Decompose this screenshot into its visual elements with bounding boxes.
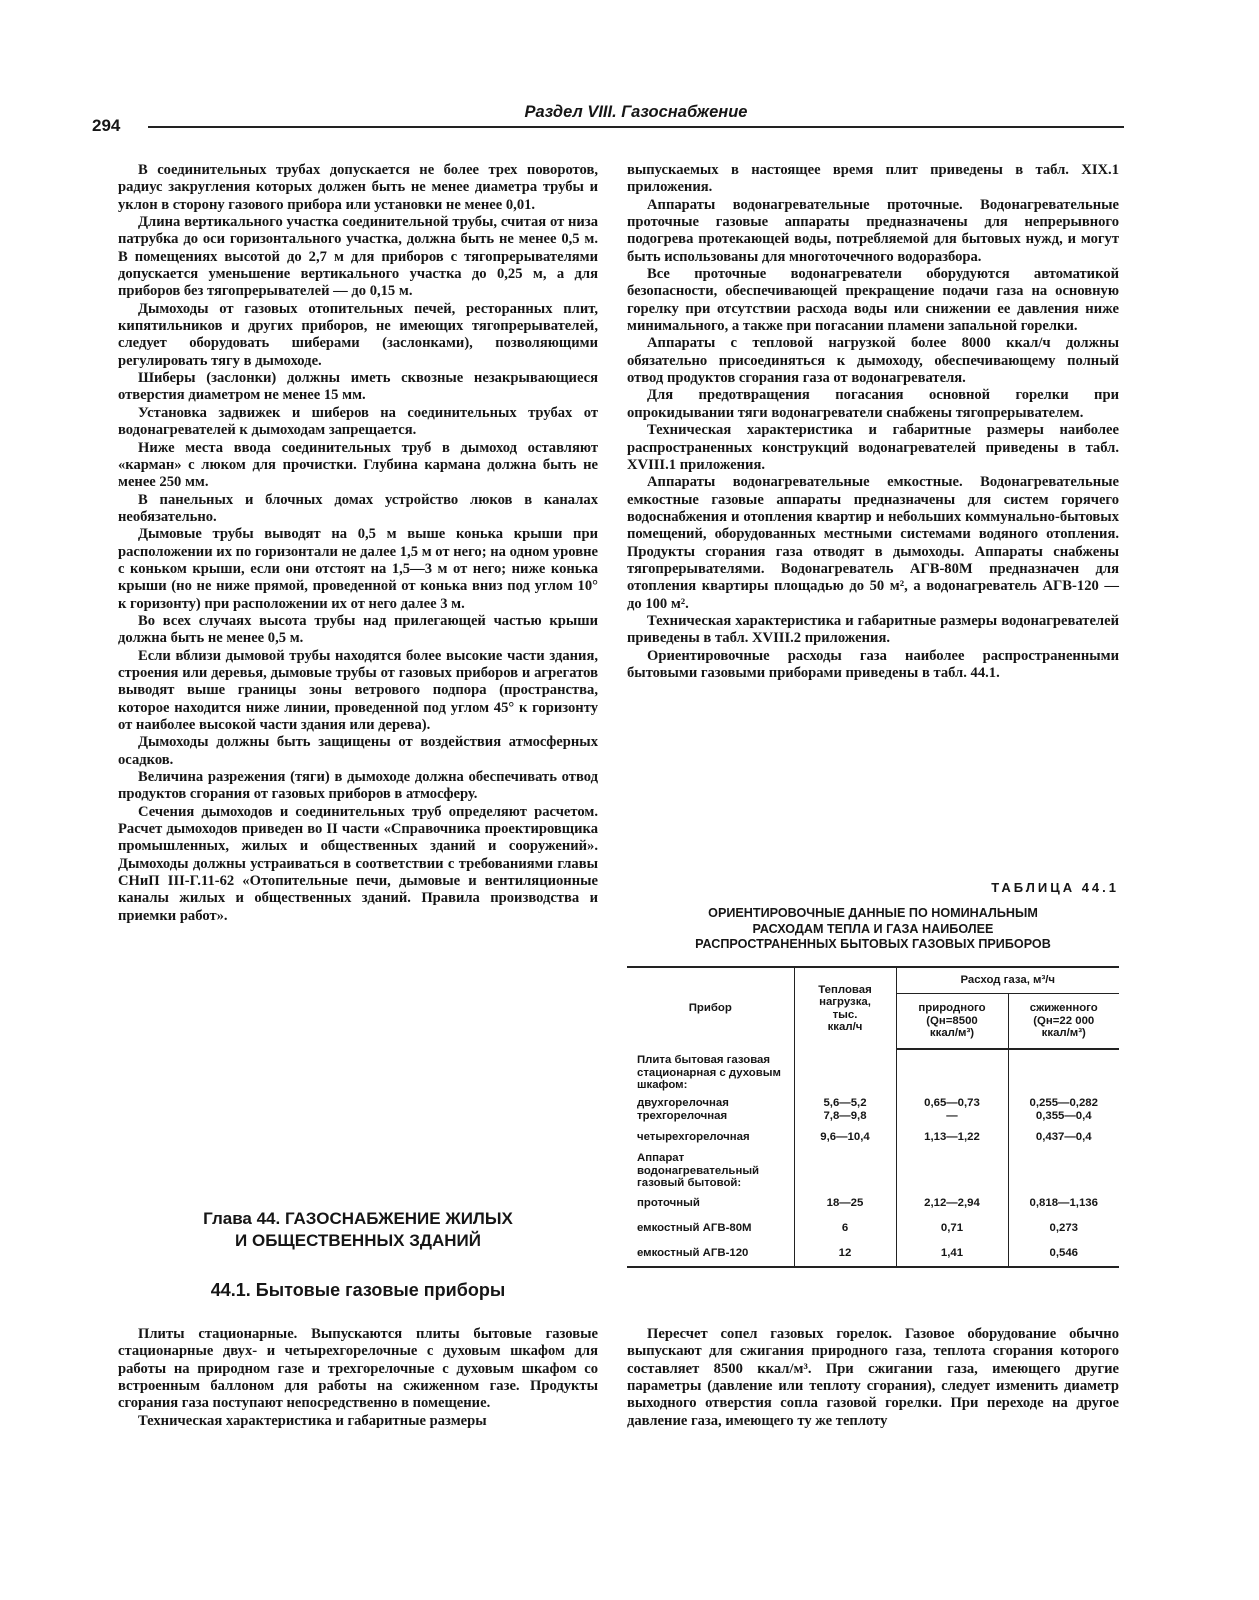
left-column-bottom — [118, 1326, 598, 1430]
right-column-bottom — [627, 1326, 1119, 1430]
paragraph: Пересчет сопел газовых горелок. Газовое оборудование обычно выпускают для сжигания природного газа, теплота сгорания которого составляет 8500 ккал/м³. При сжигании газа, имеющего другие параметры (давление или теплоту сгорания), следует изменить диаметр выходного отверстия сопла газовой горелки. При переходе на другое давление газа, имеющего ту же теплоту — [627, 1326, 1119, 1429]
cell-device: проточный — [627, 1191, 794, 1215]
cell-natural: 1,13—1,22 — [896, 1123, 1008, 1151]
cell-device: емкостный АГВ-80М — [627, 1215, 794, 1241]
paragraph: Плиты стационарные. Выпускаются плиты бытовые газовые стационарные двух- и четырехгорелочные с духовым шкафом для работы на природном газе и трехгорелочные с духовым шкафом со встроенным баллоном для работы на сжиженном газе. Продукты сгорания газа поступают непосредственно в помещение. — [118, 1326, 598, 1412]
cell-liquefied: 0,818—1,136 — [1029, 1196, 1098, 1209]
table-title-line: ОРИЕНТИРОВОЧНЫЕ ДАННЫЕ ПО НОМИНАЛЬНЫМ — [708, 906, 1038, 920]
paragraph: Сечения дымоходов и соединительных труб определяют расчетом. Расчет дымоходов приведен во II части «Справочника проектировщика промышленных, жилых и общественных зданий и сооружений». Дымоходы должны устраиваться в соответствии с требованиями главы СНиП III-Г.11-62 «Отопительные печи, дымовые и вентиляционные каналы жилых и общественных зданий. Правила производства и приемки работ». — [118, 803, 598, 924]
left-column — [118, 162, 598, 925]
section-heading: 44.1. Бытовые газовые приборы — [210, 1280, 506, 1300]
paragraph: Аппараты с тепловой нагрузкой более 8000 ккал/ч должны обязательно присоединяться к дымоходу, обеспечивающему полный отвод продуктов сгорания газа от водонагревателя. — [627, 335, 1119, 387]
table-row — [627, 1123, 1119, 1151]
header-device: Прибор — [627, 967, 794, 1049]
cell-liquefied: 0,546 — [1008, 1241, 1119, 1267]
cell-heat: 6 — [794, 1215, 896, 1241]
cell-device: трехгорелочная — [627, 1110, 794, 1123]
paragraph: Аппараты водонагревательные емкостные. Водонагревательные емкостные газовые аппараты предназначены для систем горячего водоснабжения и отопления квартир и небольших коммунально-бытовых помещений, оборудованных местными системами водяного отопления. Продукты сгорания газа отводят в дымоходы. Аппараты снабжены тягопрерывателями. Водонагреватель АГВ-80М предназначен для отопления квартиры площадью до 50 м², а водонагреватель АГВ-120 — до 100 м². — [627, 474, 1119, 612]
cell-device: Аппарат водонагревательный газовый бытовой: — [627, 1151, 794, 1191]
cell-heat: 7,8—9,8 — [794, 1110, 896, 1123]
paragraph: Во всех случаях высота трубы над прилегающей частью крыши должна быть не менее 0,5 м. — [118, 612, 598, 647]
paragraph: Дымовые трубы выводят на 0,5 м выше конька крыши при расположении их по горизонтали не далее 1,5 м от него; на одном уровне с коньком крыши, если они отстоят на 1,5—3 м от него; ниже конька крыши (но не ниже прямой, проведенной от конька вниз под углом 10° к горизонту) при расположении их от него далее 3 м. — [118, 526, 598, 612]
table-row — [627, 1097, 1119, 1110]
cell-liquefied — [1008, 1049, 1119, 1097]
paragraph: Величина разрежения (тяги) в дымоходе должна обеспечивать отвод продуктов сгорания от газовых приборов в атмосферу. — [118, 769, 598, 803]
paragraph: Все проточные водонагреватели оборудуются автоматикой безопасности, обеспечивающей прекращение подачи газа на основную горелку при отсутствии расхода воды или снижении ее давления ниже минимального, а также при погасании пламени запальной горелки. — [627, 266, 1119, 335]
cell-heat: 5,6—5,2 — [794, 1097, 896, 1110]
cell-device: двухгорелочная — [627, 1097, 794, 1110]
table-title-line: РАСПРОСТРАНЕННЫХ БЫТОВЫХ ГАЗОВЫХ ПРИБОРОВ — [695, 937, 1051, 951]
chapter-title-line-1: Глава 44. ГАЗОСНАБЖЕНИЕ ЖИЛЫХ — [203, 1209, 513, 1228]
paragraph: Установка задвижек и шиберов на соединительных трубах от водонагревателей к дымоходам запрещается. — [118, 404, 598, 439]
cell-device: четырехгорелочная — [627, 1123, 794, 1151]
header-gas-consumption: Расход газа, м³/ч — [896, 967, 1119, 993]
header-rule — [148, 126, 1124, 128]
table-label: ТАБЛИЦА 44.1 — [991, 880, 1119, 895]
cell-natural: 2,12—2,94 — [896, 1191, 1008, 1215]
cell-natural: 0,65—0,73 — [896, 1097, 1008, 1110]
gas-consumption-table — [627, 966, 1119, 1268]
cell-heat: 18—25 — [794, 1191, 896, 1215]
cell-liquefied: 0,355—0,4 — [1035, 1110, 1092, 1123]
cell-heat — [794, 1049, 896, 1097]
table-title-line: РАСХОДАМ ТЕПЛА И ГАЗА НАИБОЛЕЕ — [752, 921, 994, 936]
table-row — [627, 1241, 1119, 1267]
chapter-heading — [118, 1208, 598, 1252]
table-row — [627, 1151, 1119, 1191]
cell-natural: — — [896, 1110, 1008, 1123]
table-row — [627, 1215, 1119, 1241]
cell-device: Плита бытовая газовая стационарная с духовым шкафом: — [627, 1049, 794, 1097]
paragraph: В соединительных трубах допускается не более трех поворотов, радиус закругления которых должен быть не менее диаметра трубы и уклон в сторону газового прибора или установки не менее 0,01. — [118, 162, 598, 213]
cell-heat: 12 — [794, 1241, 896, 1267]
cell-liquefied: 0,273 — [1049, 1221, 1078, 1234]
cell-heat: 9,6—10,4 — [794, 1123, 896, 1151]
table-title — [627, 906, 1119, 953]
paragraph: Техническая характеристика и габаритные размеры наиболее распространенных конструкций водонагревателей приведены в табл. XVIII.1 приложения. — [627, 422, 1119, 473]
table-row — [627, 1049, 1119, 1097]
paragraph: Если вблизи дымовой трубы находятся более высокие части здания, строения или деревья, дымовые трубы от газовых приборов и агрегатов выводят выше границы зоны ветрового подпора (пространства, которое находится ниже линии, проведенной под углом 45° к горизонту от наиболее высокой части здания или дерева). — [118, 647, 598, 733]
paragraph: Техническая характеристика и габаритные размеры — [138, 1412, 487, 1429]
page-number: 294 — [92, 116, 121, 135]
table-row — [627, 1191, 1119, 1215]
right-column — [627, 162, 1119, 682]
running-title: Раздел VIII. Газоснабжение — [524, 103, 748, 121]
paragraph: Ориентировочные расходы газа наиболее распространенными бытовыми газовыми приборами приведены в табл. 44.1. — [627, 647, 1119, 681]
paragraph: Аппараты водонагревательные проточные. Водонагревательные проточные газовые аппараты предназначены для непрерывного подогрева протекающей воды, потребляемой для бытовых нужд, и могут быть использованы для многоточечного водоразбора. — [627, 196, 1119, 265]
cell-heat — [794, 1151, 896, 1191]
paragraph: Ниже места ввода соединительных труб в дымоход оставляют «карман» с люком для прочистки. Глубина кармана должна быть не менее 250 мм. — [118, 439, 598, 491]
paragraph: Длина вертикального участка соединительной трубы, считая от низа патрубка до оси горизонтального участка, должна быть не менее 0,5 м. В помещениях высотой до 2,7 м для приборов с тягопрерывателями допускается уменьшение вертикального участка до 0,25 м, а для приборов без тягопрерывателей — до 0,15 м. — [118, 214, 598, 300]
paragraph: Дымоходы от газовых отопительных печей, ресторанных плит, кипятильников и других приборов, не имеющих тягопрерывателей, следует оборудовать шиберами (заслонками), позволяющими регулировать тягу в дымоходе. — [118, 300, 598, 369]
cell-liquefied: 0,255—0,282 — [1029, 1097, 1098, 1110]
cell-liquefied — [1008, 1151, 1119, 1191]
cell-device: емкостный АГВ-120 — [627, 1241, 794, 1267]
cell-natural — [896, 1049, 1008, 1097]
cell-natural: 0,71 — [896, 1215, 1008, 1241]
cell-liquefied: 0,437—0,4 — [1035, 1130, 1092, 1143]
header-liquefied-gas: сжиженного (Qн=22 000 ккал/м³) — [1008, 993, 1119, 1049]
cell-natural — [896, 1151, 1008, 1191]
header-natural-gas: природного (Qн=8500 ккал/м³) — [896, 993, 1008, 1049]
table-row — [627, 1110, 1119, 1123]
paragraph: выпускаемых в настоящее время плит приведены в табл. XIX.1 приложения. — [627, 162, 1119, 196]
header-heat-load: Тепловая нагрузка, тыс. ккал/ч — [794, 967, 896, 1049]
cell-natural: 1,41 — [896, 1241, 1008, 1267]
paragraph: Дымоходы должны быть защищены от воздействия атмосферных осадков. — [118, 734, 598, 768]
paragraph: В панельных и блочных домах устройство люков в каналах необязательно. — [118, 491, 598, 525]
paragraph: Техническая характеристика и габаритные размеры водонагревателей приведены в табл. XVIII.2 приложения. — [627, 612, 1119, 647]
paragraph: Шиберы (заслонки) должны иметь сквозные незакрывающиеся отверстия диаметром не менее 15 мм. — [118, 370, 598, 404]
chapter-title-line-2: И ОБЩЕСТВЕННЫХ ЗДАНИЙ — [235, 1231, 481, 1250]
paragraph: Для предотвращения погасания основной горелки при опрокидывании тяги водонагреватели снабжены тягопрерывателем. — [627, 387, 1119, 421]
